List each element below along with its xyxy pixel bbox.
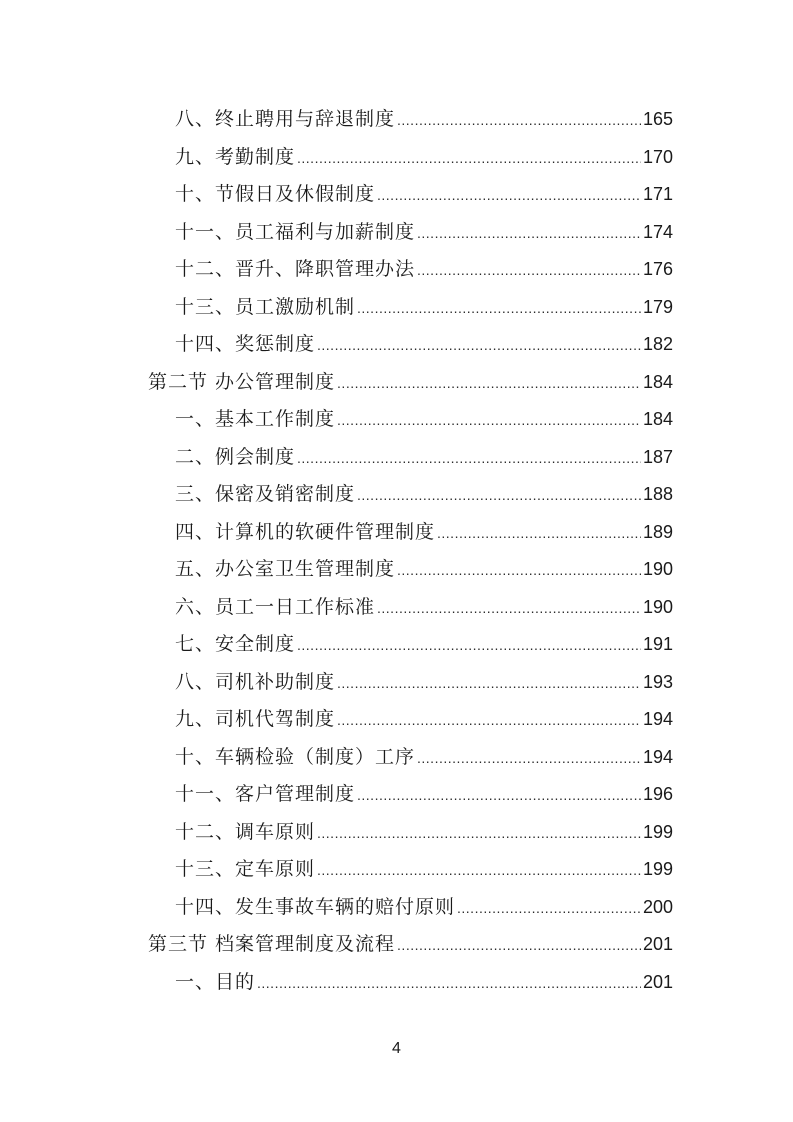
toc-entry-title: 三、保密及销密制度: [175, 483, 356, 505]
toc-dot-leader: [297, 627, 641, 665]
toc-entry-page-number: 193: [642, 671, 673, 692]
toc-entry-title: 十、节假日及休假制度: [175, 183, 376, 205]
toc-dot-leader: [297, 440, 641, 478]
toc-entry-page-number: 190: [642, 596, 673, 617]
toc-entry-page-number: 201: [642, 971, 673, 992]
toc-dot-leader: [337, 402, 641, 440]
toc-entry-title: 十二、调车原则: [175, 820, 316, 843]
toc-dot-leader: [397, 552, 641, 590]
toc-entry-title: 十一、员工福利与加薪制度: [175, 220, 416, 243]
toc-entry-title: 十四、发生事故车辆的赔付原则: [175, 895, 456, 918]
toc-entry[interactable]: [175, 851, 673, 889]
toc-entry-title: 九、考勤制度: [175, 145, 296, 168]
toc-entry-page-number: 194: [642, 709, 673, 729]
toc-entry-title: 九、司机代驾制度: [175, 708, 336, 730]
toc-entry-page-number: 179: [642, 296, 673, 317]
toc-entry[interactable]: [175, 514, 673, 552]
toc-entry-title: 五、办公室卫生管理制度: [175, 558, 396, 580]
toc-entry-title: 十三、员工激励机制: [175, 295, 356, 318]
toc-entry-page-number: 199: [642, 821, 673, 842]
toc-dot-leader: [417, 740, 641, 778]
toc-entry-page-number: 184: [642, 371, 673, 392]
toc-entry[interactable]: [175, 551, 673, 589]
toc-entry[interactable]: [175, 626, 673, 664]
toc-entry-page-number: 190: [642, 559, 673, 579]
toc-entry[interactable]: [175, 439, 673, 477]
toc-entry[interactable]: [175, 139, 673, 177]
toc-dot-leader: [377, 590, 641, 628]
toc-entry[interactable]: [175, 664, 673, 702]
toc-entry-title: 十、车辆检验（制度）工序: [175, 745, 416, 768]
toc-entry-page-number: 189: [642, 521, 673, 542]
toc-dot-leader: [317, 815, 641, 853]
toc-entry-title: 一、基本工作制度: [175, 408, 336, 430]
toc-entry[interactable]: [175, 964, 673, 1002]
toc-dot-leader: [257, 965, 641, 1003]
toc-dot-leader: [337, 665, 641, 703]
toc-entry-title: 十一、客户管理制度: [175, 783, 356, 805]
toc-entry[interactable]: [175, 476, 673, 514]
toc-entry-page-number: 170: [642, 146, 673, 167]
page-number: 4: [392, 1040, 401, 1057]
toc-entry-page-number: 174: [642, 221, 673, 242]
toc-entry[interactable]: [175, 289, 673, 327]
toc-dot-leader: [397, 927, 641, 965]
toc-entry[interactable]: [175, 776, 673, 814]
toc-entry-title: 四、计算机的软硬件管理制度: [175, 520, 436, 543]
toc-entry[interactable]: [175, 889, 673, 927]
toc-entry-title: 七、安全制度: [175, 633, 296, 655]
toc-entry[interactable]: [175, 739, 673, 777]
toc-entry-title: 二、例会制度: [175, 445, 296, 468]
toc-dot-leader: [357, 777, 641, 815]
table-of-contents: [0, 101, 793, 1001]
toc-entry-title: 第三节 档案管理制度及流程: [148, 933, 396, 955]
toc-dot-leader: [337, 702, 641, 740]
toc-dot-leader: [297, 140, 641, 178]
toc-entry-title: 十二、晋升、降职管理办法: [175, 258, 416, 280]
toc-entry[interactable]: [175, 701, 673, 739]
toc-dot-leader: [337, 365, 641, 403]
toc-entry[interactable]: [175, 401, 673, 439]
toc-entry-page-number: 188: [642, 484, 673, 504]
toc-entry[interactable]: [175, 176, 673, 214]
toc-entry[interactable]: [175, 326, 673, 364]
toc-entry-page-number: 165: [642, 109, 673, 129]
toc-entry-page-number: 176: [642, 259, 673, 279]
toc-dot-leader: [417, 215, 641, 253]
toc-entry-page-number: 182: [642, 334, 673, 354]
toc-entry-page-number: 171: [642, 184, 673, 204]
toc-entry-page-number: 194: [642, 746, 673, 767]
toc-entry-page-number: 199: [642, 859, 673, 879]
toc-entry-title: 十四、奖惩制度: [175, 333, 316, 355]
toc-dot-leader: [377, 177, 641, 215]
toc-dot-leader: [317, 852, 641, 890]
toc-entry-title: 六、员工一日工作标准: [175, 595, 376, 618]
toc-entry-page-number: 187: [642, 446, 673, 467]
toc-dot-leader: [317, 327, 641, 365]
toc-entry-title: 一、目的: [175, 970, 256, 993]
toc-dot-leader: [397, 102, 641, 140]
toc-entry-page-number: 200: [642, 896, 673, 917]
toc-dot-leader: [437, 515, 641, 553]
toc-dot-leader: [357, 290, 641, 328]
toc-entry-title: 八、终止聘用与辞退制度: [175, 108, 396, 130]
toc-entry[interactable]: [175, 589, 673, 627]
toc-entry-title: 十三、定车原则: [175, 858, 316, 880]
toc-dot-leader: [357, 477, 641, 515]
toc-section-entry[interactable]: [148, 926, 673, 964]
toc-entry-page-number: 184: [642, 409, 673, 429]
toc-entry-title: 八、司机补助制度: [175, 670, 336, 693]
toc-dot-leader: [417, 252, 641, 290]
toc-dot-leader: [457, 890, 641, 928]
toc-entry-page-number: 201: [642, 934, 673, 954]
toc-entry[interactable]: [175, 814, 673, 852]
toc-entry[interactable]: [175, 214, 673, 252]
toc-entry[interactable]: [175, 251, 673, 289]
toc-section-entry[interactable]: [148, 364, 673, 402]
toc-entry[interactable]: [175, 101, 673, 139]
toc-entry-page-number: 196: [642, 784, 673, 804]
toc-entry-page-number: 191: [642, 634, 673, 654]
toc-entry-title: 第二节 办公管理制度: [148, 370, 336, 393]
